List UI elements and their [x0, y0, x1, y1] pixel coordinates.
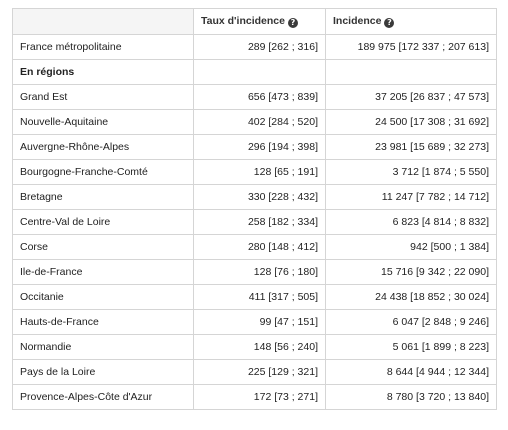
incidence-value: 11 247 [7 782 ; 14 712]: [326, 185, 497, 210]
region-name: Normandie: [13, 335, 194, 360]
incidence-table-container: [12, 8, 496, 410]
region-name: Nouvelle-Aquitaine: [13, 110, 194, 135]
incidence-table: [12, 8, 497, 410]
table-row: [13, 135, 497, 160]
help-circle-icon[interactable]: ?: [384, 18, 394, 28]
rate-value: 402 [284 ; 520]: [194, 110, 326, 135]
incidence-value: 3 712 [1 874 ; 5 550]: [326, 160, 497, 185]
rate-value: 258 [182 ; 334]: [194, 210, 326, 235]
table-row: [13, 85, 497, 110]
rate-value: 172 [73 ; 271]: [194, 385, 326, 410]
incidence-value: 37 205 [26 837 ; 47 573]: [326, 85, 497, 110]
header-rate-label: Taux d'incidence: [201, 15, 285, 27]
table-row: [13, 285, 497, 310]
incidence-value: 5 061 [1 899 ; 8 223]: [326, 335, 497, 360]
region-name: Provence-Alpes-Côte d'Azur: [13, 385, 194, 410]
incidence-value: 24 438 [18 852 ; 30 024]: [326, 285, 497, 310]
incidence-value: 23 981 [15 689 ; 32 273]: [326, 135, 497, 160]
table-row: [13, 310, 497, 335]
table-row: [13, 360, 497, 385]
rate-value: 289 [262 ; 316]: [194, 35, 326, 60]
rate-value: 225 [129 ; 321]: [194, 360, 326, 385]
region-name: France métropolitaine: [13, 35, 194, 60]
table-row: [13, 210, 497, 235]
region-name: Pays de la Loire: [13, 360, 194, 385]
table-row: [13, 160, 497, 185]
region-name: Occitanie: [13, 285, 194, 310]
incidence-value: 6 047 [2 848 ; 9 246]: [326, 310, 497, 335]
section-label: En régions: [13, 60, 194, 85]
region-name: Hauts-de-France: [13, 310, 194, 335]
rate-value: 656 [473 ; 839]: [194, 85, 326, 110]
region-name: Auvergne-Rhône-Alpes: [13, 135, 194, 160]
incidence-value: 942 [500 ; 1 384]: [326, 235, 497, 260]
incidence-value: 189 975 [172 337 ; 207 613]: [326, 35, 497, 60]
region-name: Bretagne: [13, 185, 194, 210]
rate-value: 411 [317 ; 505]: [194, 285, 326, 310]
rate-value: 99 [47 ; 151]: [194, 310, 326, 335]
region-name: Corse: [13, 235, 194, 260]
incidence-value: 24 500 [17 308 ; 31 692]: [326, 110, 497, 135]
incidence-value: 8 780 [3 720 ; 13 840]: [326, 385, 497, 410]
table-row: [13, 235, 497, 260]
region-name: Centre-Val de Loire: [13, 210, 194, 235]
empty-cell: [194, 60, 326, 85]
incidence-value: 15 716 [9 342 ; 22 090]: [326, 260, 497, 285]
region-name: Ile-de-France: [13, 260, 194, 285]
rate-value: 148 [56 ; 240]: [194, 335, 326, 360]
table-row: [13, 185, 497, 210]
table-row: [13, 260, 497, 285]
incidence-value: 8 644 [4 944 ; 12 344]: [326, 360, 497, 385]
rate-value: 296 [194 ; 398]: [194, 135, 326, 160]
header-incidence-label: Incidence: [333, 15, 382, 27]
region-name: Bourgogne-Franche-Comté: [13, 160, 194, 185]
incidence-value: 6 823 [4 814 ; 8 832]: [326, 210, 497, 235]
rate-value: 330 [228 ; 432]: [194, 185, 326, 210]
rate-value: 128 [65 ; 191]: [194, 160, 326, 185]
table-header-row: [13, 9, 497, 35]
table-row-france: [13, 35, 497, 60]
section-row: [13, 60, 497, 85]
header-incidence: [326, 9, 497, 35]
help-circle-icon[interactable]: ?: [288, 18, 298, 28]
empty-cell: [326, 60, 497, 85]
rate-value: 280 [148 ; 412]: [194, 235, 326, 260]
table-row: [13, 385, 497, 410]
header-rate: [194, 9, 326, 35]
table-row: [13, 335, 497, 360]
table-row: [13, 110, 497, 135]
region-name: Grand Est: [13, 85, 194, 110]
rate-value: 128 [76 ; 180]: [194, 260, 326, 285]
header-corner-cell: [13, 9, 194, 35]
